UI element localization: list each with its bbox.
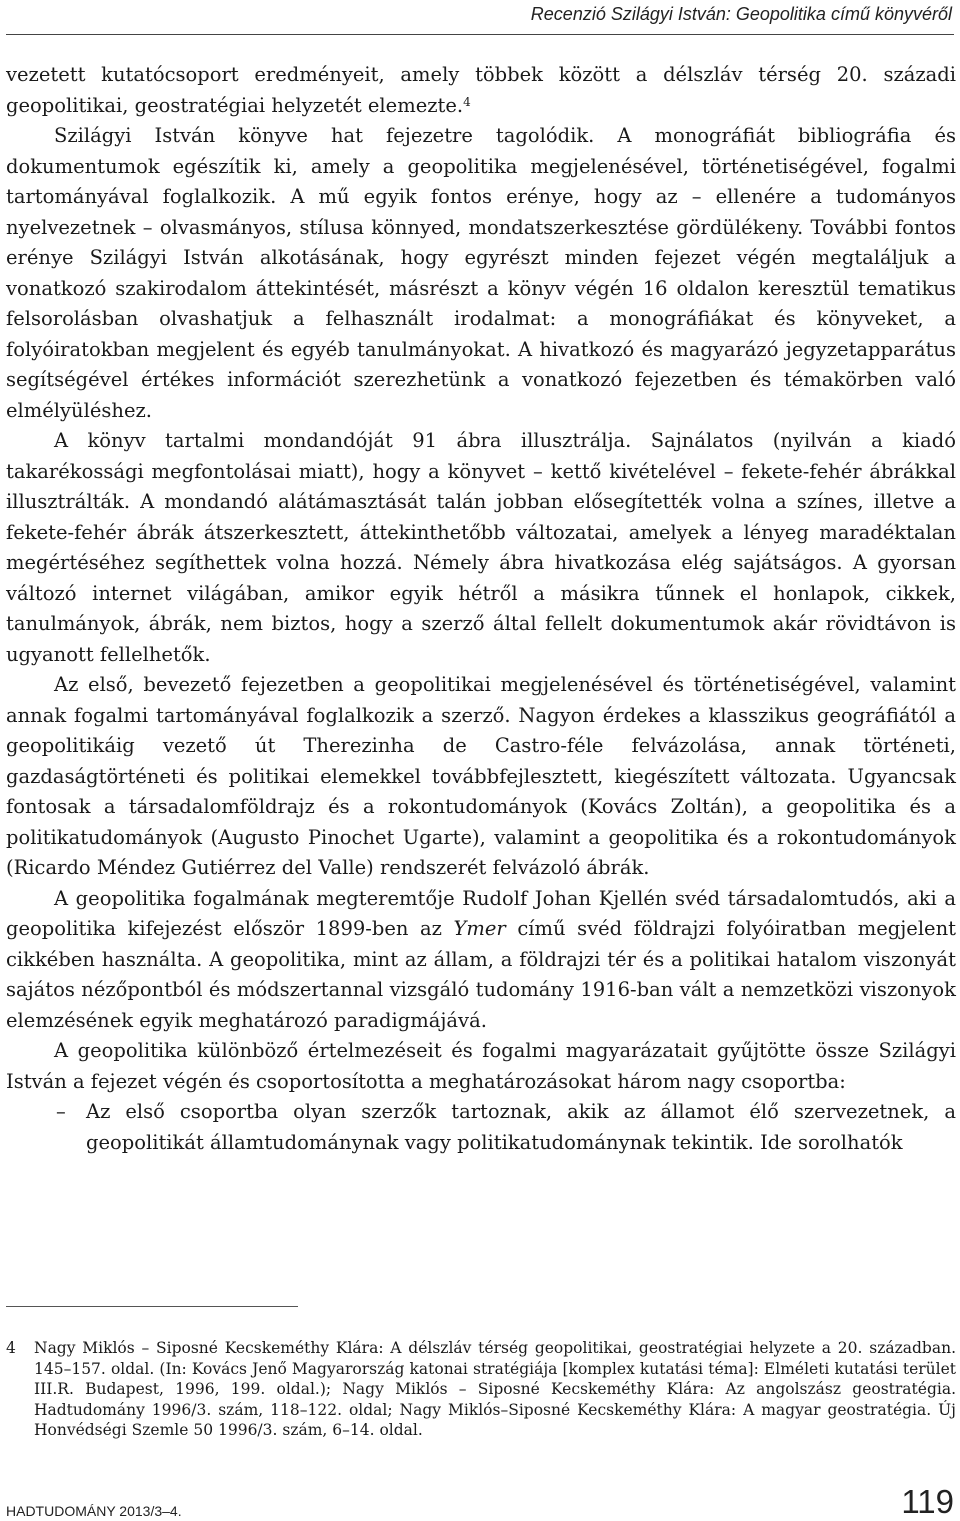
article-body xyxy=(6,60,956,1158)
footnote xyxy=(6,1338,956,1441)
journal-title-ymer: Ymer xyxy=(453,917,506,940)
page-number: 119 xyxy=(901,1483,954,1520)
list-dash: – xyxy=(56,1100,66,1123)
paragraph-2: Szilágyi István könyve hat fejezetre tagolódik. A monográfiát bibliográfia és dokumentumok egészítik ki, amely a geopolitika megjelenésével, történetiségével, fogalmi tartományával foglalkozik. A mű egyik fontos erénye, hogy az – ellenére a tudományos nyelvezetnek – olvasmányos, stílusa könnyed, mondatszerkesztése gördülékeny. További fontos erénye Szilágyi István alkotásának, hogy egyrészt minden fejezet végén megtaláljuk a vonatkozó szakirodalom áttekintését, másrészt a könyv végén 16 oldalon keresztül tematikus felsorolásban olvashatjuk a felhasznált irodalmat: a monográfiákat és könyveket, a folyóiratokban megjelent és egyéb tanulmányokat. A hivatkozó és magyarázó jegyzetapparátus segítségével értékes információt szerezhetünk a vonatkozó fejezetben és témakörben való elmélyüléshez. xyxy=(6,124,956,422)
paragraph-1-text: vezetett kutatócsoport eredményeit, amely többek között a délszláv térség 20. századi geopolitikai, geostratégiai helyzetét elemezte. xyxy=(6,63,956,117)
paragraph-5-text-b: című svéd földrajzi folyóiratban megjelent cikkében használta. A geopolitika, mint az állam, a földrajzi tér és a politikai hatalom viszonyát sajátos nézőpontból és módszertannal vizsgáló tudomány 1916-ban vált a nemzetközi viszonyok elemzésének egyik meghatározó paradigmájává. xyxy=(6,917,956,1032)
footnote-ref: 4 xyxy=(463,94,471,109)
paragraph-6: A geopolitika különböző értelmezéseit és fogalmi magyarázatait gyűjtötte össze Szilágyi István a fejezet végén és csoportosította a meghatározásokat három nagy csoportba: xyxy=(6,1039,956,1093)
footnote-number: 4 xyxy=(6,1339,16,1357)
paragraph-5 xyxy=(6,884,956,1037)
paragraph-1 xyxy=(6,60,956,121)
list-item xyxy=(56,1097,956,1158)
footnote-text: Nagy Miklós – Siposné Kecskeméthy Klára: A délszláv térség geopolitikai, geostratégiai helyzete a 20. században. 145–157. oldal. (In: Kovács Jenő Magyarország katonai stratégiája [komplex kutatási téma]: Elméleti kutatási terület III.R. Budapest, 1996, 199. oldal.); Nagy Miklós – Siposné Kecskeméthy Klára: Az angolszász geostratégia. Hadtudomány 1996/3. szám, 118–122. oldal; Nagy Miklós–Siposné Kecskeméthy Klára: A magyar geostratégia. Új Honvédségi Szemle 50 1996/3. szám, 6–14. oldal. xyxy=(34,1339,956,1439)
list-item-text: Az első csoportba olyan szerzők tartoznak, akik az államot élő szervezetnek, a geopolitikát államtudománynak vagy politikatudománynak tekintik. Ide sorolhatók xyxy=(86,1100,956,1154)
running-header: Recenzió Szilágyi István: Geopolitika című könyvéről xyxy=(530,4,952,24)
paragraph-5-text-a: A geopolitika fogalmának megteremtője Rudolf Johan Kjellén svéd társadalomtudós, aki a geopolitika kifejezést először 1899-ben az xyxy=(6,886,956,940)
footnote-rule xyxy=(6,1306,298,1307)
paragraph-4: Az első, bevezető fejezetben a geopolitikai megjelenésével és történetiségével, valamint annak fogalmi tartományával foglalkozik a szerző. Nagyon érdekes a klasszikus geográfiától a geopolitikáig vezető út Therezinha de Castro-féle felvázolása, annak történeti, gazdaságtörténeti és politikai elemekkel továbbfejlesztett, kiegészített változata. Ugyancsak fontosak a társadalomföldrajz és a rokontudományok (Kovács Zoltán), a geopolitika és a politikatudományok (Augusto Pinochet Ugarte), valamint a geopolitika és a rokontudományok (Ricardo Méndez Gutiérrez del Valle) rendszerét felvázoló ábrák. xyxy=(6,673,956,879)
footer-journal: HADTUDOMÁNY 2013/3–4. xyxy=(6,1503,182,1519)
header-rule xyxy=(6,34,954,35)
paragraph-3: A könyv tartalmi mondandóját 91 ábra illusztrálja. Sajnálatos (nyilván a kiadó takarékossági megfontolásai miatt), hogy a könyvet – kettő kivételével – fekete-fehér ábrákkal illusztrálták. A mondandó alátámasztását talán jobban elősegítették volna a színes, illetve a fekete-fehér ábrák átszerkesztett, áttekinthetőbb változatai, amelyek a lényeg maradéktalan megértéséhez segíthettek volna hozzá. Némely ábra hivatkozása elég sajátságos. A gyorsan változó internet világában, amikor egyik hétről a másikra tűnnek el honlapok, cikkek, tanulmányok, ábrák, nem biztos, hogy a szerző által fellelt dokumentumok akár rövidtávon is ugyanott fellelhetők. xyxy=(6,429,956,666)
